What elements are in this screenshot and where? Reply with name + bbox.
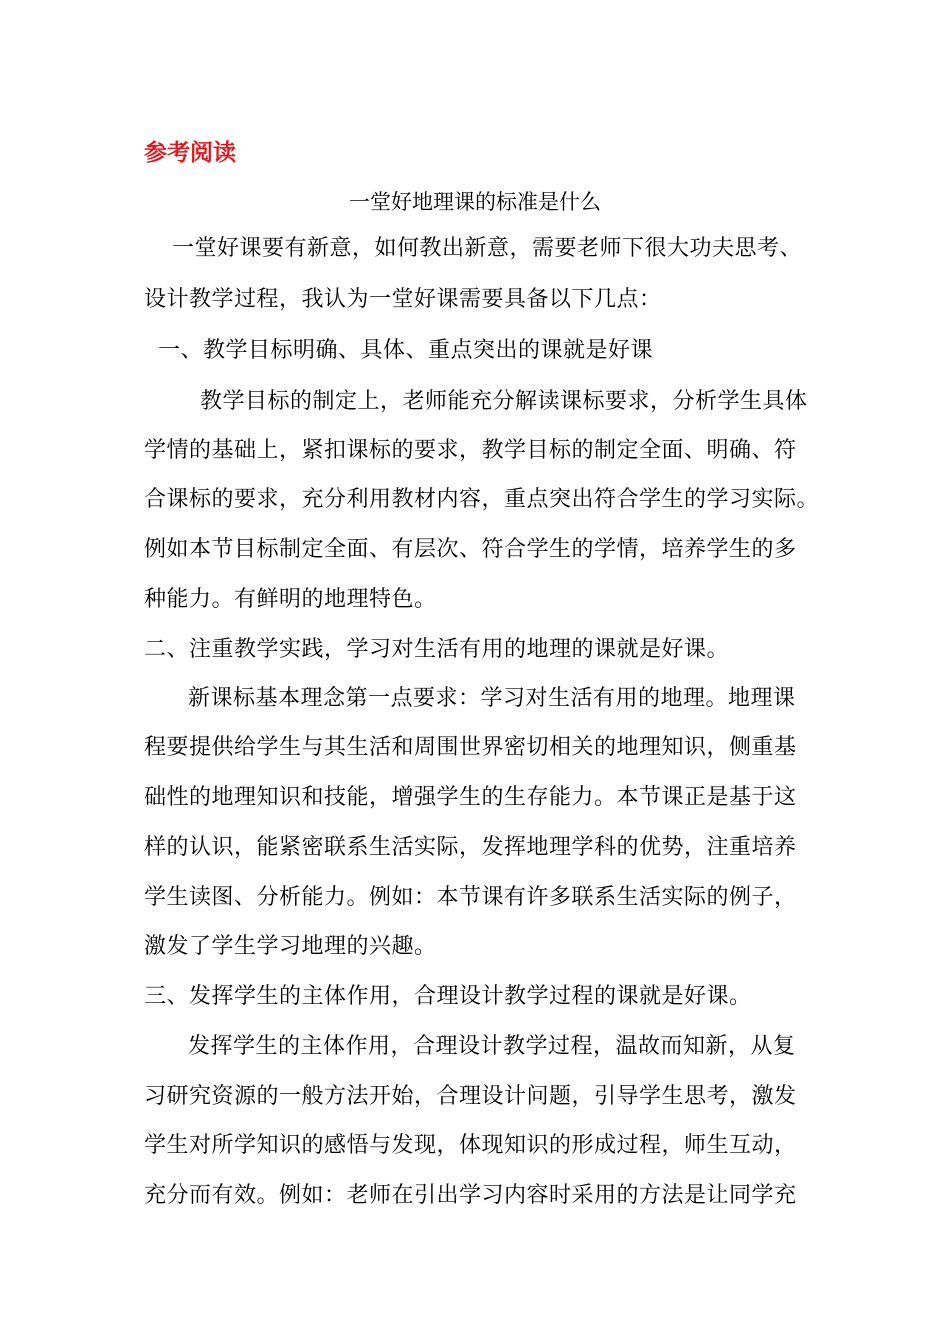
paragraph-line: 激发了学生学习地理的兴趣。 (144, 934, 437, 959)
section-heading: 一、教学目标明确、具体、重点突出的课就是好课 (158, 338, 654, 363)
paragraph-line: 习研究资源的一般方法开始，合理设计问题，引导学生思考，激发 (144, 1084, 797, 1109)
paragraph-line: 充分而有效。例如：老师在引出学习内容时采用的方法是让同学充 (144, 1183, 797, 1208)
paragraph-line: 一堂好课要有新意，如何教出新意，需要老师下很大功夫思考、 (172, 236, 803, 261)
paragraph-line: 学生对所学知识的感悟与发现，体现知识的形成过程，师生互动， (144, 1133, 797, 1158)
article-title: 一堂好地理课的标准是什么 (349, 190, 601, 214)
section-heading: 三、发挥学生的主体作用，合理设计教学过程的课就是好课。 (144, 984, 752, 1009)
paragraph-line: 设计教学过程，我认为一堂好课需要具备以下几点： (144, 287, 662, 312)
paragraph-line: 种能力。有鲜明的地理特色。 (144, 587, 437, 612)
paragraph-line: 例如本节目标制定全面、有层次、符合学生的学情，培养学生的多 (144, 537, 797, 562)
paragraph-line: 新课标基本理念第一点要求：学习对生活有用的地理。地理课 (188, 686, 796, 711)
paragraph-line: 程要提供给学生与其生活和周围世界密切相关的地理知识，侧重基 (144, 735, 797, 760)
paragraph-line: 样的认识，能紧密联系生活实际，发挥地理学科的优势，注重培养 (144, 835, 797, 860)
section-heading: 二、注重教学实践，学习对生活有用的地理的课就是好课。 (144, 637, 730, 662)
paragraph-line: 学情的基础上，紧扣课标的要求，教学目标的制定全面、明确、符 (144, 438, 797, 463)
paragraph-line: 础性的地理知识和技能，增强学生的生存能力。本节课正是基于这 (144, 785, 797, 810)
reference-reading-label: 参考阅读 (144, 139, 236, 166)
paragraph-line: 学生读图、分析能力。例如：本节课有许多联系生活实际的例子， (144, 885, 797, 910)
paragraph-line: 教学目标的制定上，老师能充分解读课标要求，分析学生具体 (200, 389, 808, 414)
paragraph-line: 合课标的要求，充分利用教材内容，重点突出符合学生的学习实际。 (144, 487, 820, 512)
paragraph-line: 发挥学生的主体作用，合理设计教学过程，温故而知新，从复 (188, 1034, 796, 1059)
